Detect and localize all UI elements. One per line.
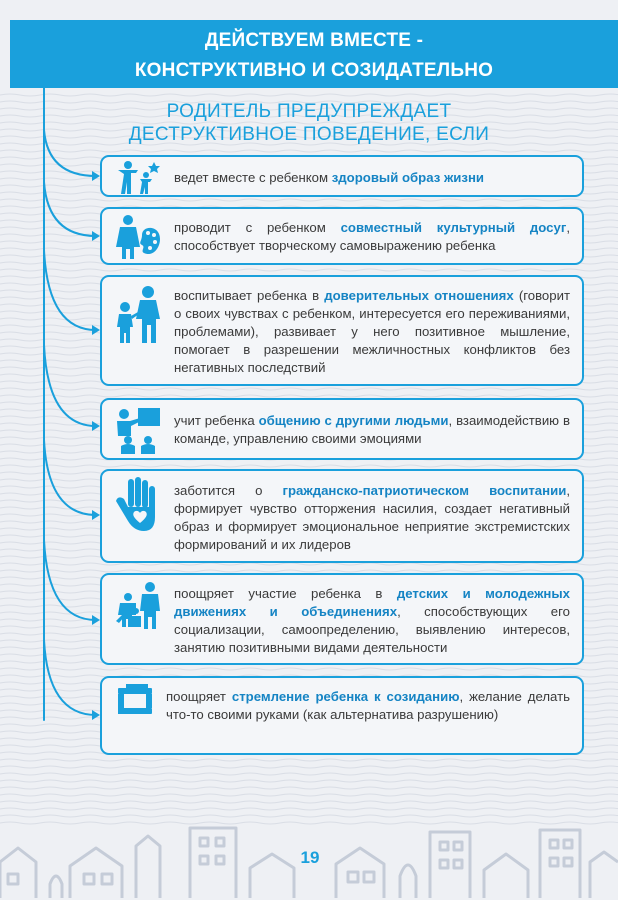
item-text: проводит с ребенком совместный культурный досуг, способствует творческому самовыражению ребенка <box>174 220 570 253</box>
subtitle-line-2: ДЕСТРУКТИВНОЕ ПОВЕДЕНИЕ, ЕСЛИ <box>128 124 490 145</box>
item-highlight: детских и молодежных движениях и объединениях <box>174 586 570 619</box>
item-highlight: общению с другими людьми <box>258 413 449 428</box>
item-highlight: доверительных отношениях <box>324 288 514 303</box>
adult-and-child-icon <box>114 160 164 196</box>
list-item <box>100 275 584 386</box>
item-text: воспитывает ребенка в доверительных отношениях (говорит о своих чувствах с ребенком, интересуется его переживаниями, проблемами), развивает у него позитивное мышление, помогает в разрешении межличностных конфликтов без негативных последствий <box>174 288 571 375</box>
craft-tools-icon <box>114 684 164 720</box>
item-highlight: совместный культурный досуг <box>340 220 567 235</box>
page-number: 19 <box>300 848 320 867</box>
item-highlight: гражданско-патриотическом воспитании <box>282 483 567 498</box>
header-line-2: КОНСТРУКТИВНО И СОЗИДАТЕЛЬНО <box>134 60 494 81</box>
teaching-group-icon <box>114 406 164 456</box>
item-text: заботится о гражданско-патриотическом воспитании, формирует чувство отторжения насилия, создает негативный образ и формирует эмоциональное неприятие экстремистских формирований и их лидеров <box>174 483 570 552</box>
item-text: ведет вместе с ребенком здоровый образ жизни <box>174 170 485 185</box>
youth-movement-icon <box>114 581 166 633</box>
list-item <box>100 469 584 563</box>
list-item <box>100 207 584 265</box>
subtitle-line-1: РОДИТЕЛЬ ПРЕДУПРЕЖДАЕТ <box>166 101 452 122</box>
item-text: поощряет участие ребенка в детских и молодежных движениях и объединениях, способствующих его социализации, самоопределению, выявлению интересов, занятию позитивными видами деятельности <box>174 586 570 655</box>
list-item <box>100 573 584 665</box>
list-item <box>100 155 584 197</box>
list-item <box>100 676 584 755</box>
header-line-1: ДЕЙСТВУЕМ ВМЕСТЕ - <box>204 30 424 51</box>
hand-heart-icon <box>114 477 164 535</box>
list-item <box>100 398 584 460</box>
item-text: поощряет стремление ребенка к созиданию, желание делать что-то своими руками (как альтернатива разрушению) <box>166 689 570 722</box>
item-text: учит ребенка общению с другими людьми, взаимодействию в команде, управлению своими эмоциями <box>174 413 570 446</box>
parent-child-icon <box>114 285 164 345</box>
item-highlight: стремление ребенка к созиданию <box>231 689 460 704</box>
palette-icon <box>114 213 164 261</box>
item-highlight: здоровый образ жизни <box>331 170 485 185</box>
